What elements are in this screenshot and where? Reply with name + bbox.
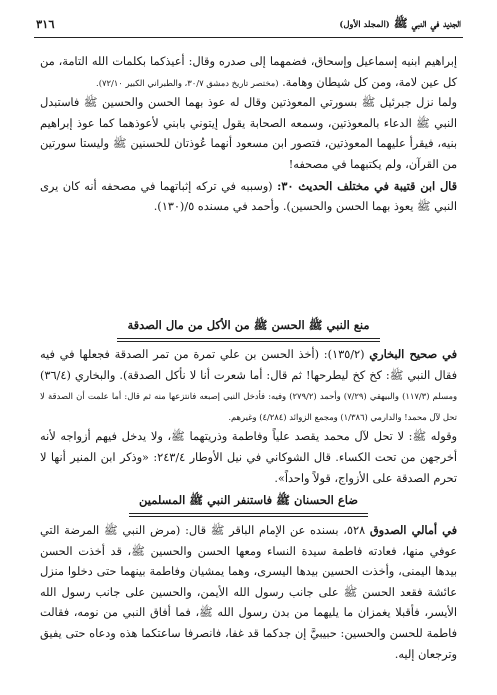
section-charity	[40, 344, 457, 489]
heading-wrapper	[0, 318, 497, 339]
section-heading: ضاع الحسنان ﷺ فاستنفر النبي ﷺ المسلمين	[129, 493, 368, 514]
heading-wrapper	[0, 493, 497, 514]
paragraph: وقوله ﷺ: لا تحل لآل محمد يقصد علياً وفاطمة وذريتهما ﷺ، ولا يدخل فيهم أزواجه لأنه أخرجهن من تحت الكساء. قال الشوكاني في نيل الأوطار ٢٤٣/٤: «وذكر ابن المنير أنها لا تحرم الصدقة على الأزواج، قولاً واحداً».	[40, 430, 457, 485]
paragraph	[40, 176, 457, 218]
section-talismans	[40, 52, 457, 218]
paragraph-text: ٥٢٨، بسنده عن الإمام الباقر ﷺ قال: (مرض النبي ﷺ المرضة التي عوفي منها، فعادته فاطمة سيدة النساء ومعها الحسن والحسين ﷺ، قد أخذت الحسن بيدها اليمنى، وأخذت الحسين بيدها اليسرى، وهما يمشيان وفاطمة بينهما حتى دخلوا منزل عائشة فقعد الحسن ﷺ على جانب رسول الله الأيمن، والحسين على جانب رسول الله الأيسر، فأقبلا يغمزان ما يليهما من بدن رسول الله ﷺ، فما أفاق النبي من نومه، فقالت فاطمة للحسن والحسين: حبيبيَّ إن جدكما قد غفا، فانصرفا ساعتكما هذه ودعاه حتى يفيق وترجعان إليه.	[40, 524, 457, 661]
header-divider	[34, 37, 463, 38]
book-title: الجديد في النبي ﷺ	[393, 15, 461, 30]
section-heading: منع النبي ﷺ الحسن ﷺ من الأكل من مال الصدقة	[117, 318, 379, 339]
volume-label: (المجلد الأول)	[339, 18, 390, 29]
section-lost-hasanayn	[40, 520, 457, 665]
page-number: ٣١٦	[36, 17, 55, 31]
paragraph	[40, 52, 457, 93]
source-lead: قال ابن قتيبة في مختلف الحديث ٣٠:	[277, 178, 458, 193]
citation: ومسلم (١١٧/٣) والبيهقي (٧/٢٩) وأحمد (٢٧٩/٢) وفيه: فأدخل النبي إصبعه فانتزعها منه ثم قال: أما علمت أن الصدقة لا تحل لآل محمد! والدارمي (١/٣٨٦) ومجمع الزوائد (٤/٢٨٤) وغيرهم.	[40, 391, 457, 422]
running-header	[36, 14, 461, 34]
paragraph: ولما نزل جبرئيل ﷺ بسورتي المعوذتين وقال له عوذ بهما الحسن والحسين ﷺ فاستبدل النبي ﷺ الدعاء بالمعوذتين، وسمعه الصحابة يقول إيتوني بابني لأعوذهما كما عوذ إبراهيم بنيه، فيقرأ عليهما المعوذتين، فتصور ابن مسعود أنهما عُوذتان للحسنين ﷺ وليستا سورتين من القرآن، ولم يكتبهما في مصحفه!	[40, 96, 457, 171]
header-title-group	[339, 16, 461, 33]
source-lead: في أمالي الصدوق	[369, 523, 458, 537]
source-lead: في صحيح البخاري	[369, 347, 457, 361]
paragraph-text: (وسببه في تركه إثباتهما في مصحفه أنه كان يرى النبي ﷺ يعوذ بهما الحسن والحسين). وأحمد في مسنده ٥/(١٣٠).	[40, 179, 457, 214]
paragraph	[40, 344, 457, 427]
citation: (مختصر تاريخ دمشق ٣٠/٧، والطبراني الكبير ٧٢/١٠).	[96, 77, 279, 88]
paragraph	[40, 520, 457, 665]
paragraph-text: (١٣٥/٢): (أخذ الحسن بن علي تمرة من تمر الصدقة فجعلها في فيه فقال النبي ﷺ: كخ كخ ليطرحها! ثم قال: أما شعرت أنا لا نأكل الصدقة). والبخاري (٣٦/٤)	[40, 348, 457, 382]
paragraph-text: إبراهيم ابنيه إسماعيل وإسحاق، فضمهما إلى صدره وقال: أعيذكما بكلمات الله التامة، من كل عين لامة، ومن كل شيطان وهامة.	[40, 55, 457, 89]
